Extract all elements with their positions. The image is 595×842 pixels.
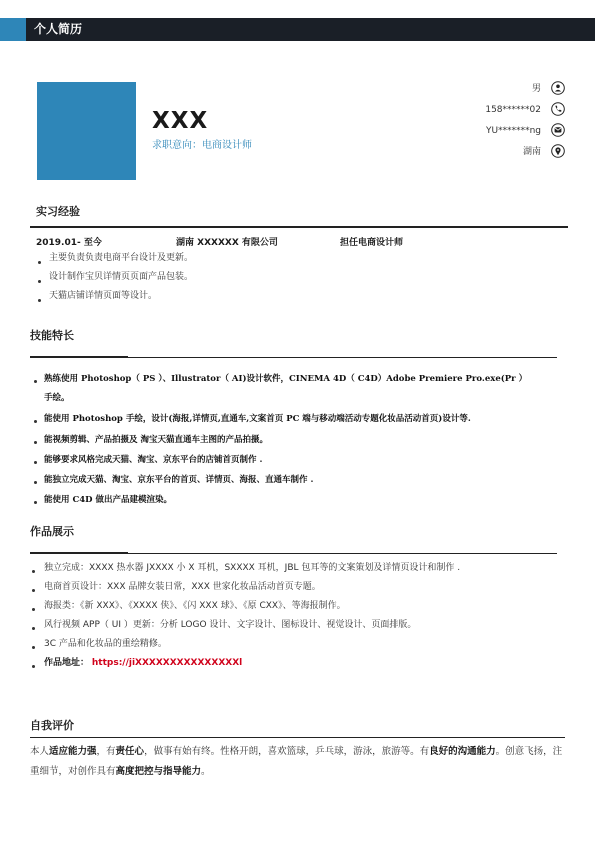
internship-company [176, 237, 278, 250]
bullet-dot [32, 665, 35, 668]
section-divider-accent [30, 552, 128, 554]
contact-wechat [385, 123, 565, 139]
period-text: 2019.01- 至今 [36, 238, 102, 248]
text-run: ，有 [96, 746, 116, 757]
bullet-dot [32, 646, 35, 649]
section-title-internship: 实习经验 [36, 205, 80, 218]
contact-location-value: 湖南 [522, 147, 541, 157]
list-item-continued: 手绘。 [44, 393, 70, 403]
text-run: 本人 [30, 746, 50, 757]
profile-photo-placeholder [37, 82, 136, 180]
internship-role [340, 237, 403, 250]
contact-gender [385, 81, 565, 97]
text-run: 。 [201, 766, 211, 777]
section-title-self-eval: 自我评价 [30, 719, 74, 732]
bullet-dot [32, 608, 35, 611]
section-divider [30, 226, 568, 228]
list-item: 能使用 C4D 做出产品建模渲染。 [44, 495, 172, 505]
bullet-dot [34, 481, 37, 484]
bullet-dot [38, 299, 41, 302]
section-divider [30, 737, 565, 738]
list-item: 能独立完成天猫、淘宝、京东平台的首页、详情页、海报、直通车制作 . [44, 475, 314, 485]
bullet-dot [34, 501, 37, 504]
bullet-dot [38, 280, 41, 283]
works-link-label: 作品地址： [44, 658, 90, 668]
person-icon [551, 81, 565, 95]
list-item: 海报类：《新 XXX》、《XXXX 侠》、《闪 XXX 球》、《原 CXX》、等海报制作。 [44, 601, 346, 611]
works-link[interactable]: https://jiXXXXXXXXXXXXXXXl [91, 658, 243, 668]
list-item: 天猫店铺详情页面等设计。 [49, 291, 158, 301]
location-icon [551, 144, 565, 158]
section-divider-accent [30, 356, 128, 358]
bullet-dot [38, 261, 41, 264]
candidate-name: XXX [152, 108, 209, 134]
bullet-dot [34, 441, 37, 444]
list-item: 熟练使用 Photoshop（ PS ）、Illustrator（ AI)设计软件，CINEMA 4D（ C4D）Adobe Premiere Pro.exe(Pr ） [44, 374, 528, 384]
works-link-row [44, 657, 242, 670]
emphasis-text: 适应能力强 [49, 746, 97, 757]
bullet-dot [32, 589, 35, 592]
contact-location [385, 144, 565, 160]
contact-wechat-value: YU*******ng [485, 126, 541, 136]
page-title: 个人简历 [34, 22, 83, 36]
list-item: 电商首页设计：XXX 品牌女装日常，XXX 世家化妆品活动首页专题。 [44, 582, 321, 592]
header-bar [0, 18, 595, 41]
text-run: 。创意飞扬，注重细节，对创作具有 [30, 746, 563, 777]
list-item: 能够要求风格完成天猫、淘宝、京东平台的店铺首页制作 . [44, 455, 263, 465]
contact-gender-value: 男 [531, 84, 541, 94]
section-title-skills: 技能特长 [30, 329, 74, 342]
emphasis-text: 良好的沟通能力 [429, 746, 496, 757]
contact-phone [385, 102, 565, 118]
list-item: 风行视频 APP（ UI ）更新：分析 LOGO 设计、文字设计、图标设计、视觉设计、页面排版。 [44, 620, 417, 630]
job-intent: 求职意向：电商设计师 [152, 140, 252, 151]
bullet-dot [34, 380, 37, 383]
contact-phone-value: 158******02 [485, 105, 541, 115]
section-title-works: 作品展示 [30, 525, 74, 538]
bullet-dot [32, 627, 35, 630]
header-accent [0, 18, 26, 41]
text-run: ，做事有始有终。性格开朗，喜欢篮球，乒乓球，游泳，旅游等。有 [144, 746, 430, 757]
company-text: 湖南 XXXXXX 有限公司 [176, 238, 278, 248]
role-text: 担任电商设计师 [340, 238, 404, 248]
internship-period [36, 237, 102, 250]
phone-icon [551, 102, 565, 116]
wechat-icon [551, 123, 565, 137]
list-item: 独立完成：XXXX 热水器 JXXXX 小 X 耳机，SXXXX 耳机，JBL 包耳等的文案策划及详情页设计和制作 . [44, 563, 461, 573]
list-item: 能视频剪辑、产品拍摄及 淘宝天猫直通车主图的产品拍摄。 [44, 435, 268, 445]
bullet-dot [34, 461, 37, 464]
emphasis-text: 责任心 [115, 746, 145, 757]
bullet-dot [34, 420, 37, 423]
list-item: 设计制作宝贝详情页页面产品包装。 [49, 272, 194, 282]
emphasis-text: 高度把控与指导能力 [115, 766, 202, 777]
list-item: 主要负责负责电商平台设计及更新。 [49, 253, 194, 263]
self-eval-paragraph [30, 742, 568, 782]
list-item: 能使用 Photoshop 手绘，设计(海报,详情页,直通车,文案首页 PC 端与移动端活动专题化妆品活动首页)设计等. [44, 414, 471, 424]
bullet-dot [32, 570, 35, 573]
list-item: 3C 产品和化妆品的重绘精修。 [44, 639, 167, 649]
